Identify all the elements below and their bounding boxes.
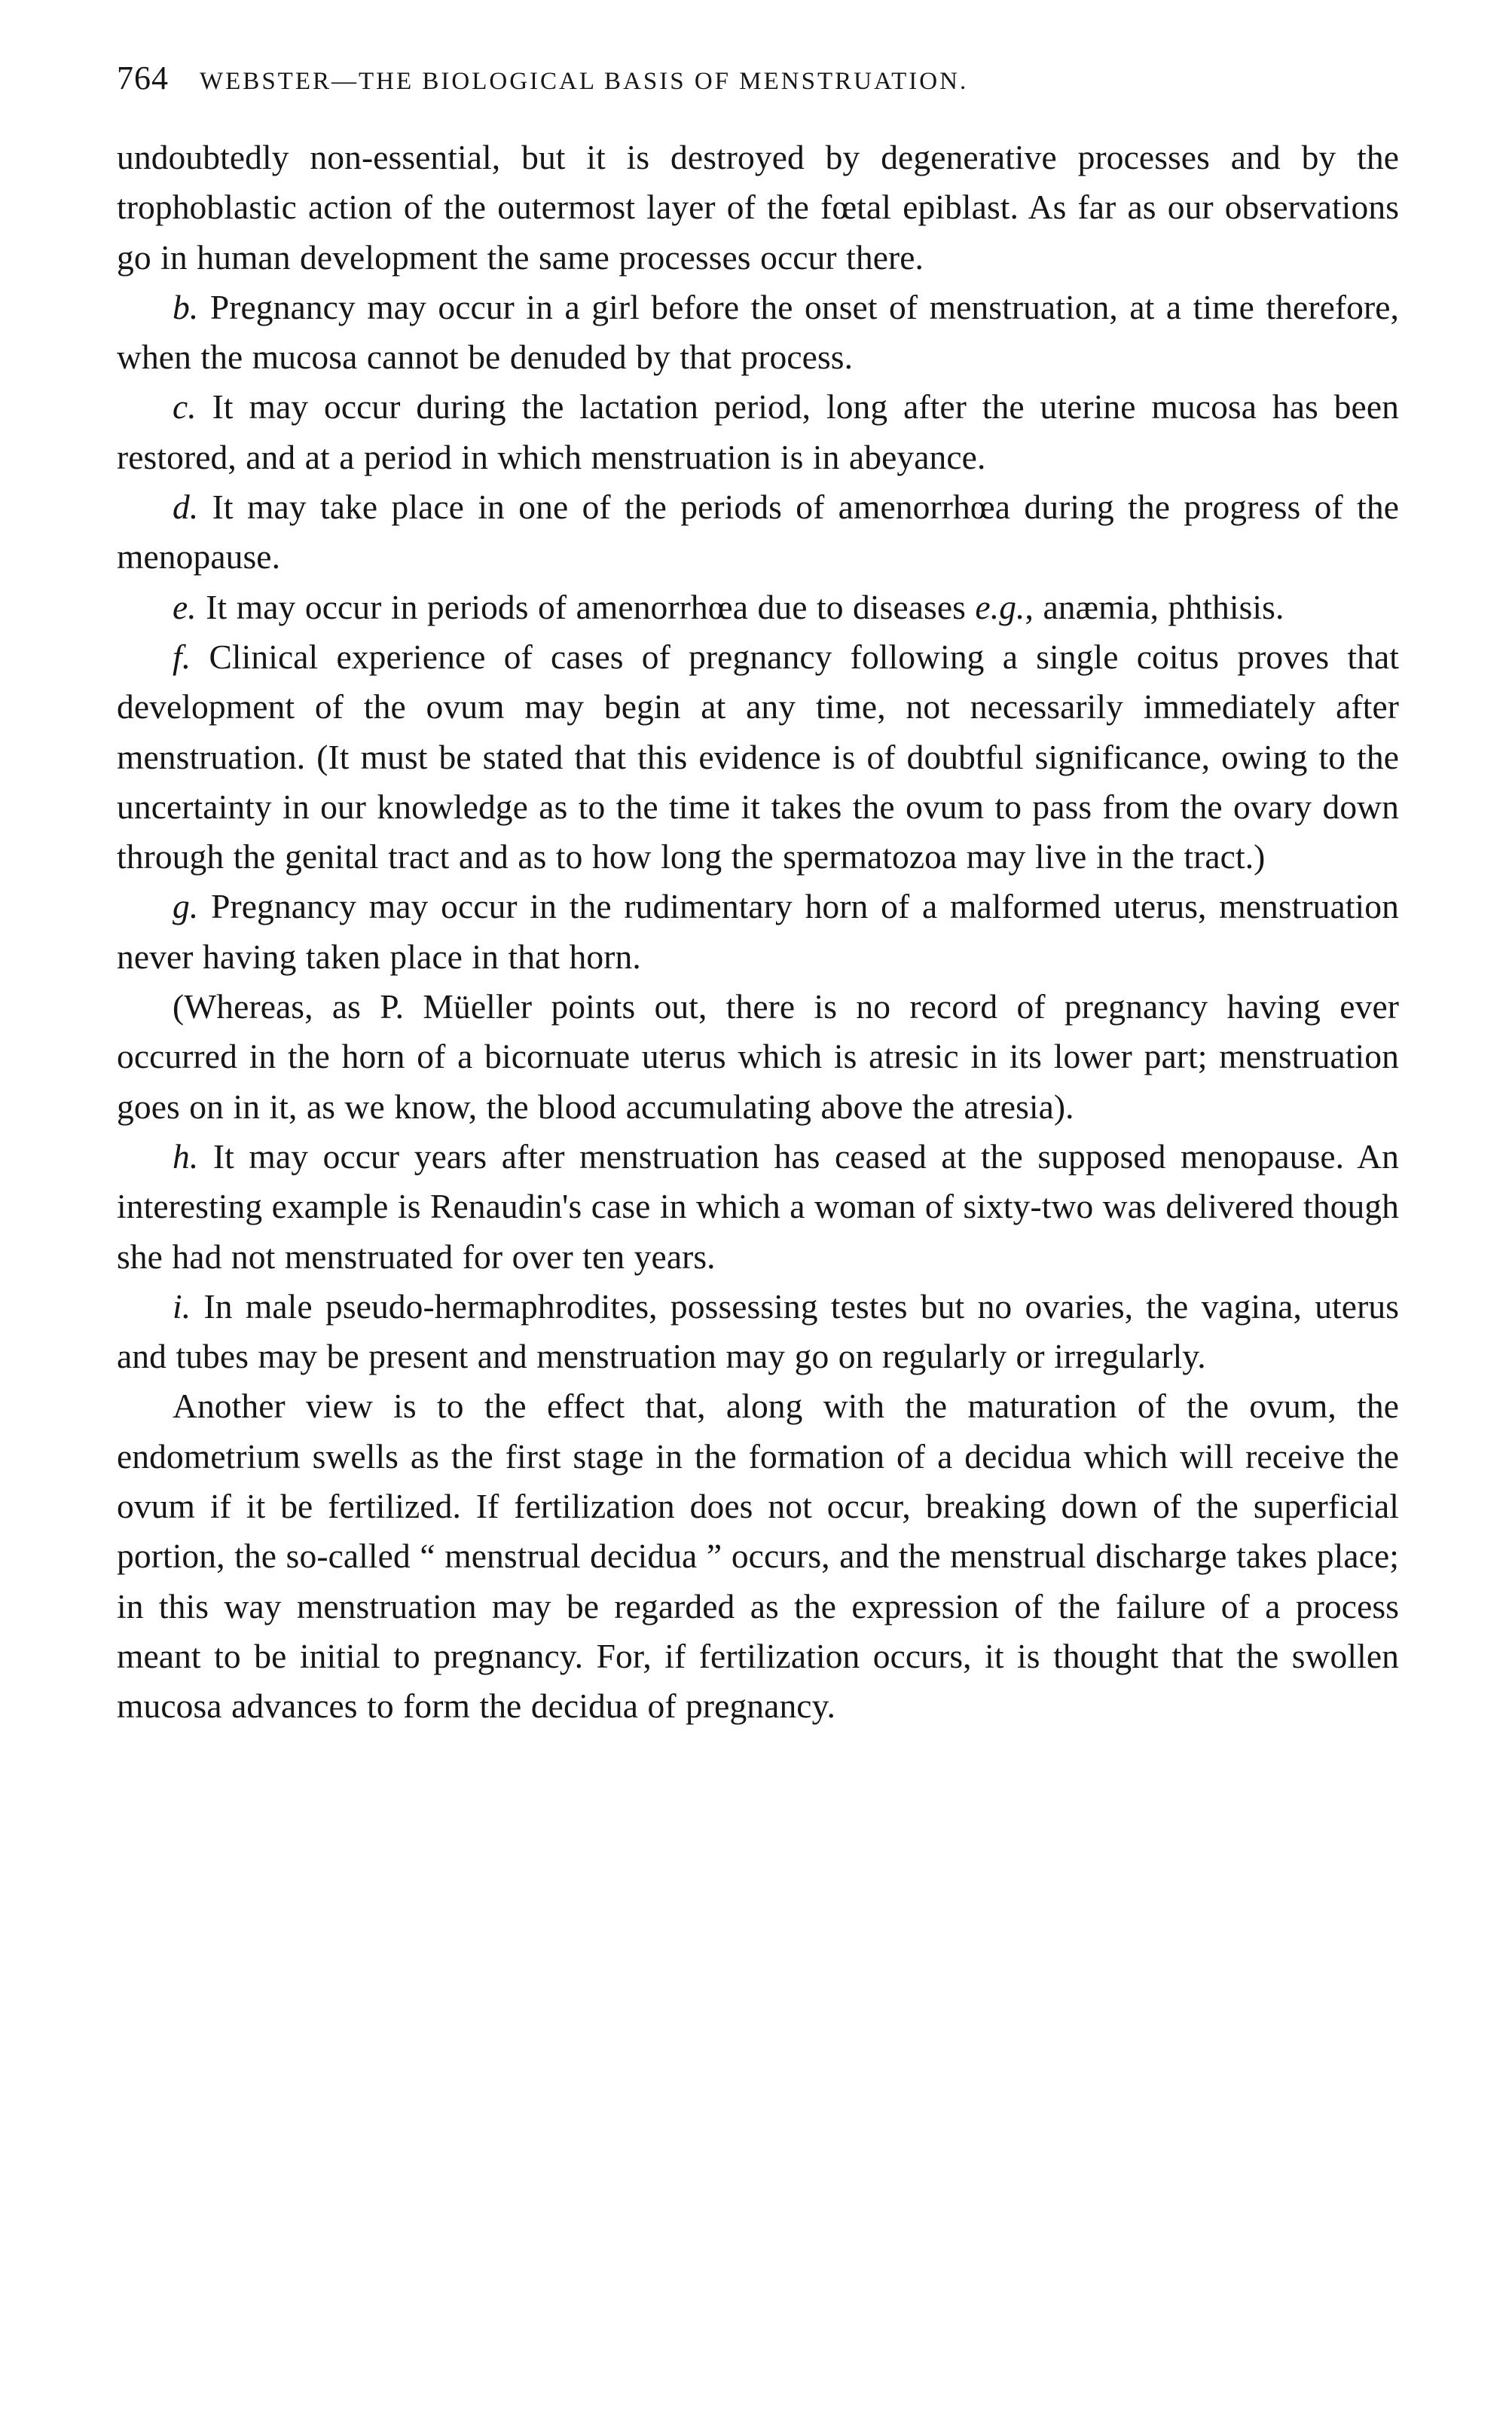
list-item-f: [117, 632, 1399, 882]
paragraph-text: Another view is to the effect that, along with the maturation of the ovum, the endometrium swells as the first stage in the formation of a decidua which will receive the ovum if it be fertilized. If fertilization does not occur, breaking down of the superficial portion, the so-called “ menstrual decidua ” occurs, and the menstrual discharge takes place; in this way menstruation may be regarded as the expression of the failure of a process meant to be initial to pregnancy. For, if fertilization occurs, it is thought that the swollen mucosa advances to form the decidua of pregnancy.: [117, 1387, 1399, 1726]
paragraph-text: It may occur during the lactation period, long after the uterine mucosa has been restored, and at a period in which menstruation is in abeyance.: [117, 387, 1399, 476]
running-head: [117, 59, 1399, 112]
closing-paragraph: [117, 1381, 1399, 1731]
paragraph-continuation: [117, 133, 1399, 283]
parenthetical-paragraph: [117, 982, 1399, 1132]
running-title: WEBSTER—THE BIOLOGICAL BASIS OF MENSTRUATION.: [200, 68, 969, 95]
paragraph-text: , anæmia, phthisis.: [1025, 587, 1284, 626]
item-marker: c.: [173, 387, 197, 427]
paragraph-text: It may occur in periods of amenorrhœa due to diseases: [206, 587, 966, 626]
item-marker: i.: [173, 1286, 191, 1326]
item-marker: b.: [173, 287, 199, 326]
item-marker: g.: [173, 887, 199, 926]
paragraph-text: (Whereas, as P. Müeller points out, there is no record of pregnancy having ever occurred in the horn of a bicornuate uterus which is atresic in its lower part; menstruation goes on in it, as we know, the blood accumulating above the atresia).: [117, 987, 1399, 1126]
item-marker: e.: [173, 587, 197, 626]
list-item-c: [117, 382, 1399, 482]
list-item-e: [117, 583, 1399, 632]
list-item-i: [117, 1282, 1399, 1382]
paragraph-text: Pregnancy may occur in a girl before the onset of menstruation, at a time therefore, when the mucosa cannot be denuded by that process.: [117, 287, 1399, 377]
paragraph-text: Clinical experience of cases of pregnancy following a single coitus proves that development of the ovum may begin at any time, not necessarily immediately after menstruation. (It must be stated that this evidence is of doubtful significance, owing to the uncertainty in our knowledge as to the time it takes the ovum to pass from the ovary down through the genital tract and as to how long the spermatozoa may live in the tract.): [117, 637, 1399, 876]
page-number: 764: [117, 60, 169, 96]
list-item-g: [117, 882, 1399, 982]
paragraph-text: undoubtedly non-essential, but it is destroyed by degenerative processes and by the trophoblastic action of the outermost layer of the fœtal epiblast. As far as our observations go in human development the same processes occur there.: [117, 138, 1399, 277]
item-marker: d.: [173, 488, 199, 527]
paragraph-text: It may take place in one of the periods of amenorrhœa during the progress of the menopause.: [117, 488, 1399, 576]
body-text: [117, 133, 1399, 1732]
list-item-d: [117, 482, 1399, 583]
list-item-h: [117, 1132, 1399, 1282]
paragraph-text: It may occur years after menstruation has ceased at the supposed menopause. An interesting example is Renaudin's case in which a woman of sixty-two was delivered though she had not menstruated for over ten years.: [117, 1136, 1399, 1276]
paragraph-text: In male pseudo-hermaphrodites, possessing testes but no ovaries, the vagina, uterus and tubes may be present and menstruation may go on regularly or irregularly.: [117, 1286, 1400, 1376]
paragraph-text: Pregnancy may occur in the rudimentary horn of a malformed uterus, menstruation never having taken place in that horn.: [117, 887, 1399, 976]
item-marker: h.: [173, 1136, 199, 1176]
abbreviation: e.g.: [975, 587, 1025, 626]
list-item-b: [117, 283, 1399, 383]
item-marker: f.: [173, 637, 191, 676]
